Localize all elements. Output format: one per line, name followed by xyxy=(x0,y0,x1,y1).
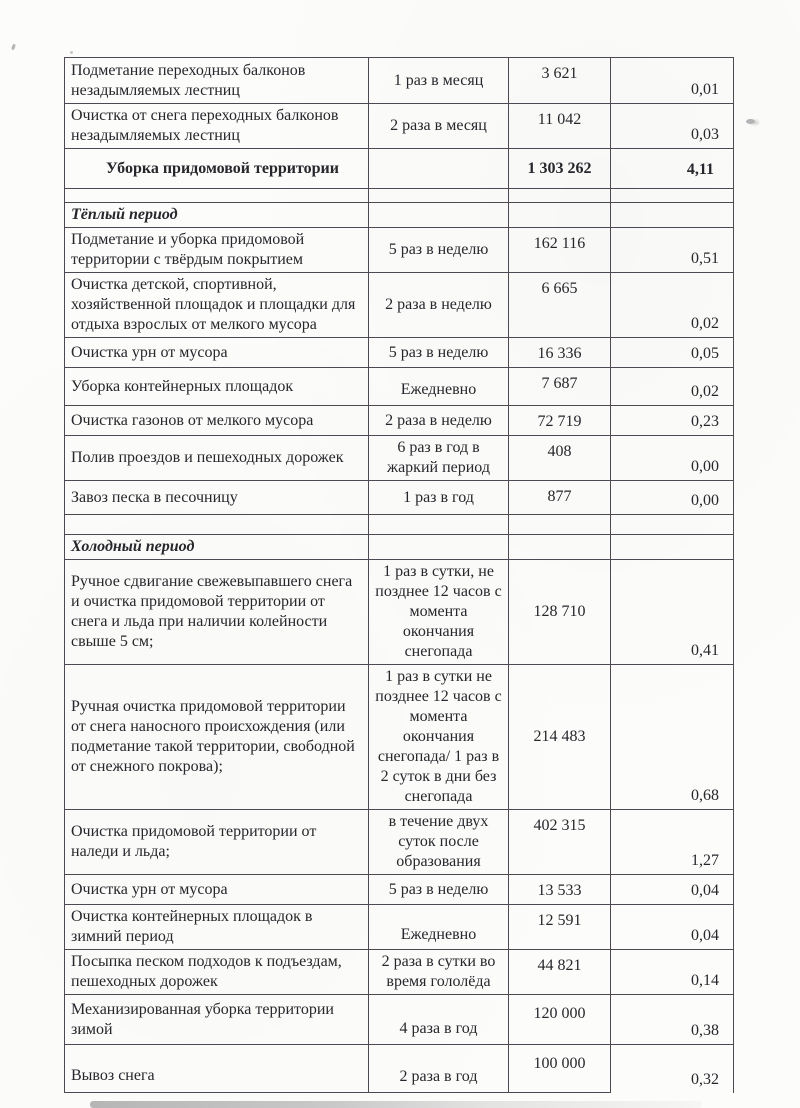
cell-amount xyxy=(509,535,611,560)
cell-rate: 0,05 xyxy=(611,338,734,368)
cell-amount xyxy=(509,203,611,228)
cell-amount: 877 xyxy=(509,481,611,515)
cell-rate: 0,23 xyxy=(611,406,734,436)
cell-rate: 0,04 xyxy=(611,875,734,905)
cell-amount: 7 687 xyxy=(509,368,611,406)
cell-amount: 3 621 xyxy=(509,58,611,104)
spacer-row xyxy=(65,189,734,203)
cell-frequency: 1 раз в месяц xyxy=(369,58,509,104)
cell-name: Очистка урн от мусора xyxy=(65,875,369,905)
table-row xyxy=(65,875,734,905)
scan-speck xyxy=(11,44,16,51)
cell-name: Холодный период xyxy=(65,535,369,560)
cell-frequency: 2 раза в сутки во время гололёда xyxy=(369,950,509,995)
cell-name: Очистка урн от мусора xyxy=(65,338,369,368)
table-row xyxy=(65,1045,734,1093)
spacer-row xyxy=(65,515,734,535)
table-row xyxy=(65,905,734,950)
cell-name: Механизированная уборка территории зимой xyxy=(65,995,369,1045)
section-header-row xyxy=(65,535,734,560)
table-row xyxy=(65,273,734,338)
table-row xyxy=(65,560,734,665)
cell-name: Уборка придомовой территории xyxy=(65,149,369,189)
cell-name: Очистка контейнерных площадок в зимний период xyxy=(65,905,369,950)
cell-frequency: 5 раз в неделю xyxy=(369,228,509,273)
cell-rate xyxy=(611,189,734,203)
cell-name: Очистка придомовой территории от наледи и льда; xyxy=(65,810,369,875)
cell-rate: 0,32 xyxy=(611,1045,734,1093)
cell-frequency: 5 раз в неделю xyxy=(369,338,509,368)
cell-amount: 44 821 xyxy=(509,950,611,995)
cell-rate: 0,00 xyxy=(611,481,734,515)
cell-name: Вывоз снега xyxy=(65,1045,369,1093)
cell-name: Ручное сдвигание свежевыпавшего снега и очистка придомовой территории от снега и льда при наличии колейности свыше 5 см; xyxy=(65,560,369,665)
cell-rate: 0,38 xyxy=(611,995,734,1045)
cell-amount: 11 042 xyxy=(509,104,611,149)
cell-amount: 72 719 xyxy=(509,406,611,436)
cell-amount: 100 000 xyxy=(509,1045,611,1093)
table-row xyxy=(65,950,734,995)
cell-rate: 0,68 xyxy=(611,665,734,810)
cell-rate: 0,14 xyxy=(611,950,734,995)
cell-frequency: 6 раз в год в жаркий период xyxy=(369,436,509,481)
table-row xyxy=(65,665,734,810)
cell-amount: 120 000 xyxy=(509,995,611,1045)
cell-name xyxy=(65,189,369,203)
table-row xyxy=(65,368,734,406)
cell-amount: 214 483 xyxy=(509,665,611,810)
cell-amount: 128 710 xyxy=(509,560,611,665)
cell-amount: 13 533 xyxy=(509,875,611,905)
table-row xyxy=(65,436,734,481)
cell-rate: 0,51 xyxy=(611,228,734,273)
cell-name: Подметание и уборка придомовой территории с твёрдым покрытием xyxy=(65,228,369,273)
cell-frequency: 1 раз в сутки, не позднее 12 часов с момента окончания снегопада xyxy=(369,560,509,665)
cell-rate: 0,01 xyxy=(611,58,734,104)
cell-frequency: 2 раза в неделю xyxy=(369,406,509,436)
cell-frequency: 4 раза в год xyxy=(369,995,509,1045)
cell-frequency: 2 раза в месяц xyxy=(369,104,509,149)
cell-rate: 4,11 xyxy=(611,149,734,189)
cell-amount: 408 xyxy=(509,436,611,481)
cell-name: Уборка контейнерных площадок xyxy=(65,368,369,406)
table-row xyxy=(65,995,734,1045)
tariff-table-body xyxy=(65,58,734,1093)
scan-smudge xyxy=(746,119,755,124)
cell-frequency: в течение двух суток после образования xyxy=(369,810,509,875)
section-header-row xyxy=(65,203,734,228)
cell-frequency xyxy=(369,515,509,535)
cell-rate: 0,00 xyxy=(611,436,734,481)
cell-rate: 0,04 xyxy=(611,905,734,950)
cell-frequency: 2 раза в год xyxy=(369,1045,509,1093)
cell-rate xyxy=(611,203,734,228)
cell-rate: 0,02 xyxy=(611,368,734,406)
cell-rate: 0,41 xyxy=(611,560,734,665)
cell-rate: 1,27 xyxy=(611,810,734,875)
cell-name: Очистка газонов от мелкого мусора xyxy=(65,406,369,436)
cell-frequency xyxy=(369,203,509,228)
cell-name: Ручная очистка придомовой территории от снега наносного происхождения (или подметание такой территории, свободной от снежного покрова); xyxy=(65,665,369,810)
cell-amount xyxy=(509,189,611,203)
cell-frequency: 5 раз в неделю xyxy=(369,875,509,905)
cell-rate xyxy=(611,515,734,535)
cell-name: Посыпка песком подходов к подъездам, пешеходных дорожек xyxy=(65,950,369,995)
cell-frequency xyxy=(369,535,509,560)
cell-amount: 12 591 xyxy=(509,905,611,950)
table-row xyxy=(65,481,734,515)
table-row xyxy=(65,228,734,273)
table-row xyxy=(65,58,734,104)
cell-rate: 0,03 xyxy=(611,104,734,149)
cell-frequency: 1 раз в год xyxy=(369,481,509,515)
cell-frequency: Ежедневно xyxy=(369,905,509,950)
cell-amount xyxy=(509,515,611,535)
table-row xyxy=(65,810,734,875)
table-row xyxy=(65,406,734,436)
cell-frequency xyxy=(369,189,509,203)
table-row xyxy=(65,338,734,368)
cell-frequency: Ежедневно xyxy=(369,368,509,406)
cell-name: Завоз песка в песочницу xyxy=(65,481,369,515)
cell-frequency: 2 раза в неделю xyxy=(369,273,509,338)
scan-edge-shadow xyxy=(90,1101,702,1108)
cell-frequency xyxy=(369,149,509,189)
cell-name: Тёплый период xyxy=(65,203,369,228)
cell-name: Подметание переходных балконов незадымляемых лестниц xyxy=(65,58,369,104)
total-row xyxy=(65,149,734,189)
cell-rate xyxy=(611,535,734,560)
cell-name: Очистка детской, спортивной, хозяйственной площадок и площадки для отдыха взрослых от мелкого мусора xyxy=(65,273,369,338)
cell-name xyxy=(65,515,369,535)
cell-amount: 402 315 xyxy=(509,810,611,875)
scan-speck xyxy=(70,51,73,54)
cell-name: Очистка от снега переходных балконов незадымляемых лестниц xyxy=(65,104,369,149)
cell-name: Полив проездов и пешеходных дорожек xyxy=(65,436,369,481)
cell-amount: 6 665 xyxy=(509,273,611,338)
cell-rate: 0,02 xyxy=(611,273,734,338)
table-row xyxy=(65,104,734,149)
cell-frequency: 1 раз в сутки не позднее 12 часов с момента окончания снегопада/ 1 раз в 2 суток в дни без снегопада xyxy=(369,665,509,810)
cell-amount: 16 336 xyxy=(509,338,611,368)
cell-amount: 162 116 xyxy=(509,228,611,273)
tariff-table xyxy=(64,57,734,1093)
cell-amount: 1 303 262 xyxy=(509,149,611,189)
